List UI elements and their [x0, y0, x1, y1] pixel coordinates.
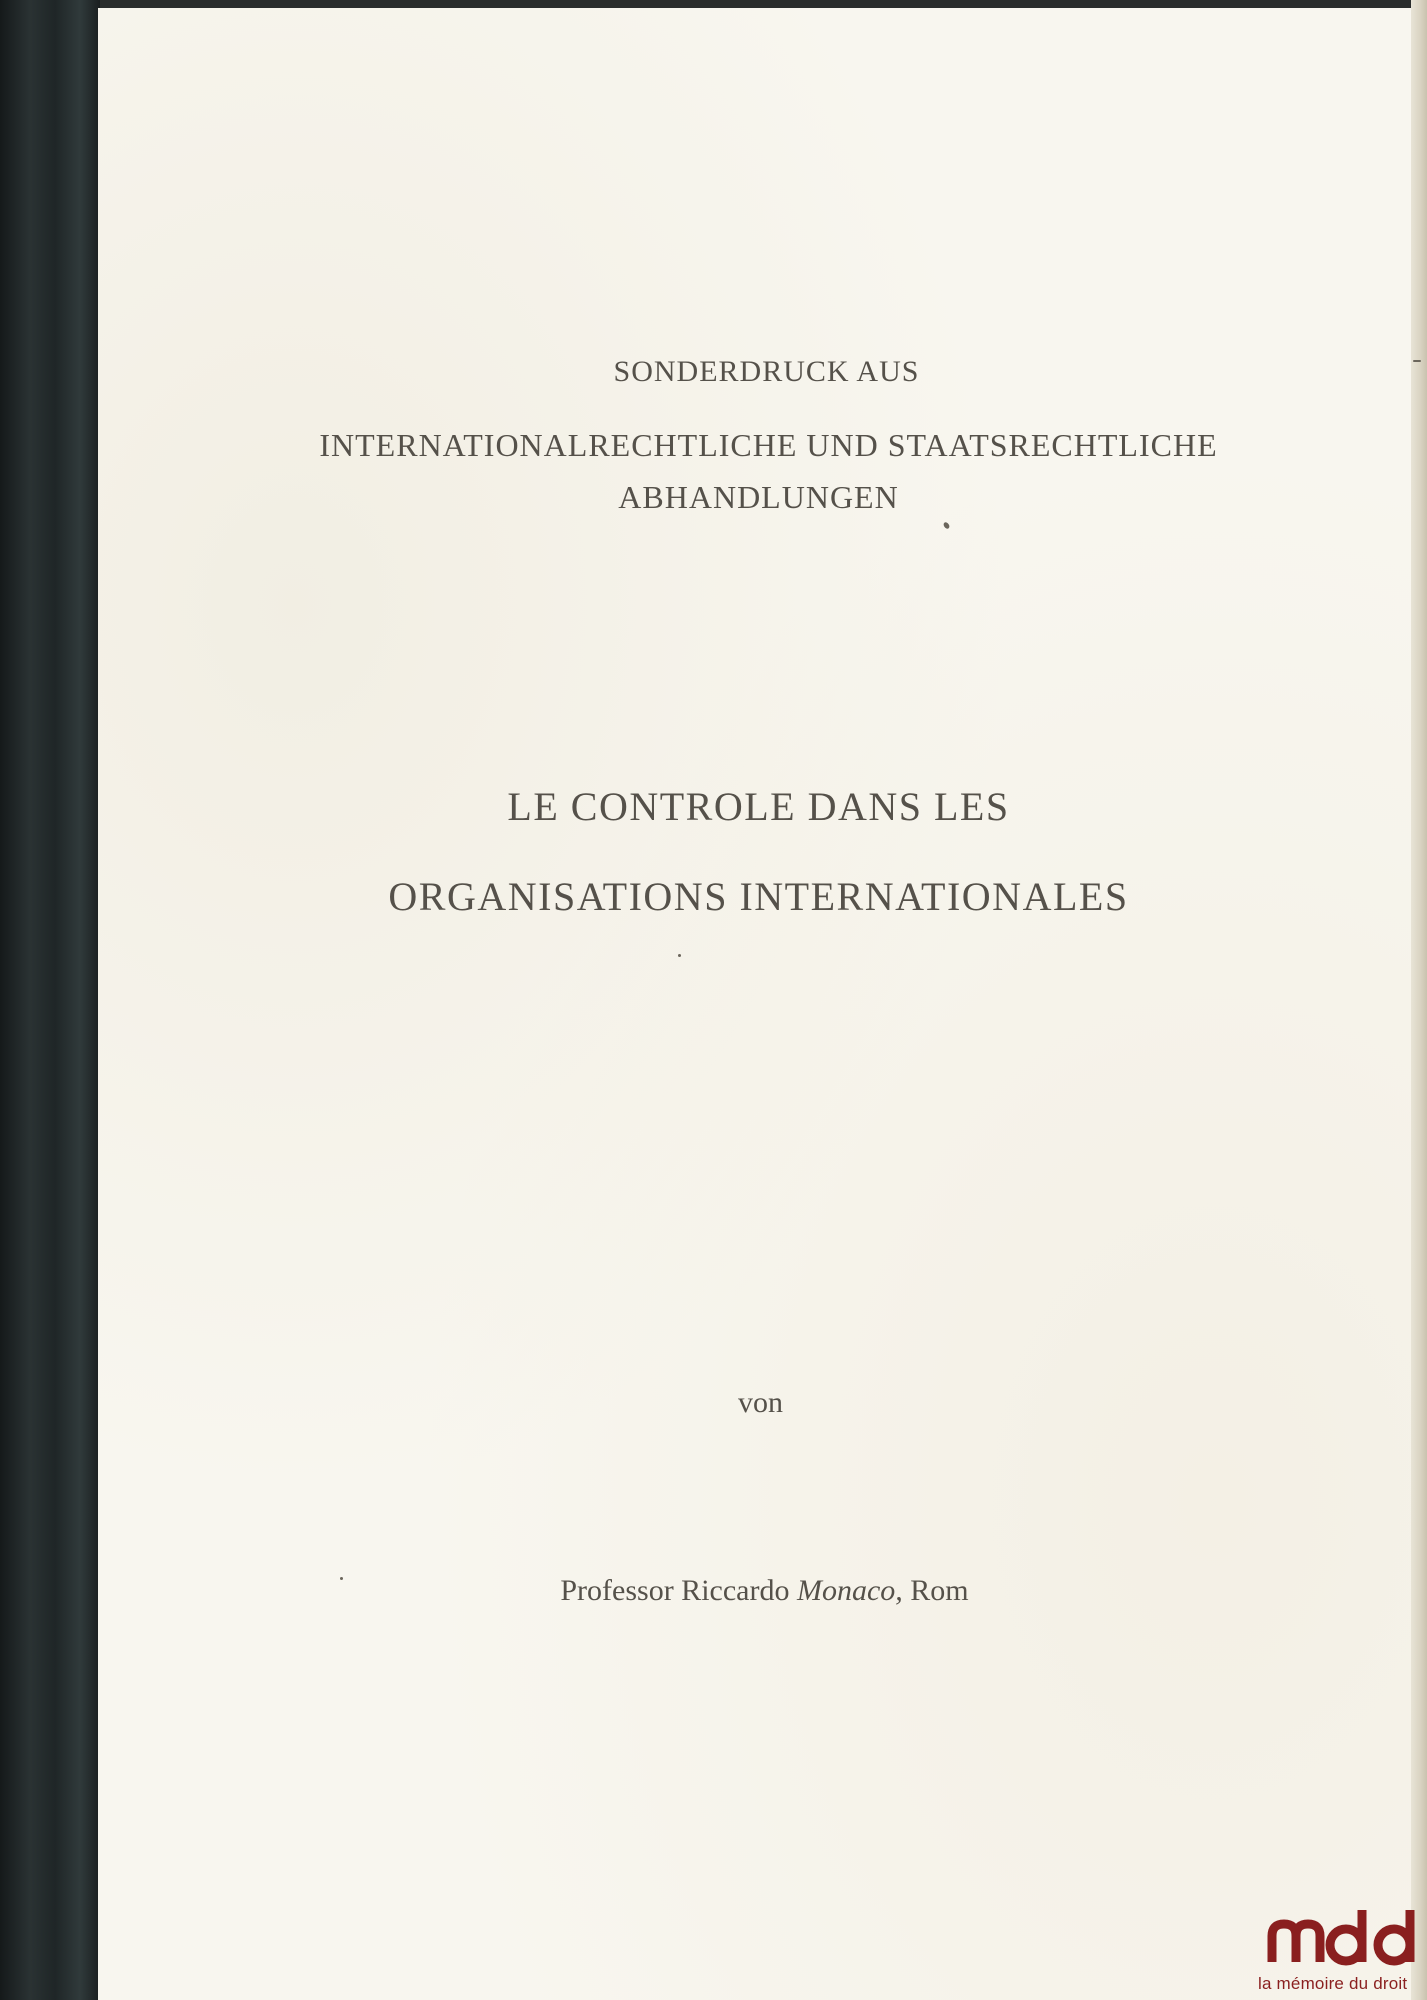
main-title-line-2: ORGANISATIONS INTERNATIONALES — [388, 874, 1129, 919]
ink-speck — [678, 954, 681, 957]
ink-speck — [340, 1577, 343, 1580]
main-title-line-1: LE CONTROLE DANS LES — [507, 784, 1010, 829]
paper-sheet — [98, 8, 1411, 2000]
byline-von: von — [738, 1386, 783, 1419]
book-binding — [0, 0, 100, 2000]
offprint-label: SONDERDRUCK AUS — [613, 355, 920, 388]
author-surname: Monaco, — [796, 1574, 903, 1607]
series-title-line-1: INTERNATIONALRECHTLICHE UND STAATSRECHTLICHE — [319, 427, 1218, 463]
series-title-line-2: ABHANDLUNGEN — [618, 479, 899, 515]
author-prefix: Professor Riccardo — [560, 1574, 797, 1607]
mdd-logo-caption: la mémoire du droit — [1258, 1974, 1408, 1993]
right-page-edge — [1411, 0, 1427, 2000]
ink-speck — [1413, 360, 1421, 362]
author-suffix: Rom — [902, 1574, 969, 1607]
author-line — [98, 1574, 1421, 1608]
